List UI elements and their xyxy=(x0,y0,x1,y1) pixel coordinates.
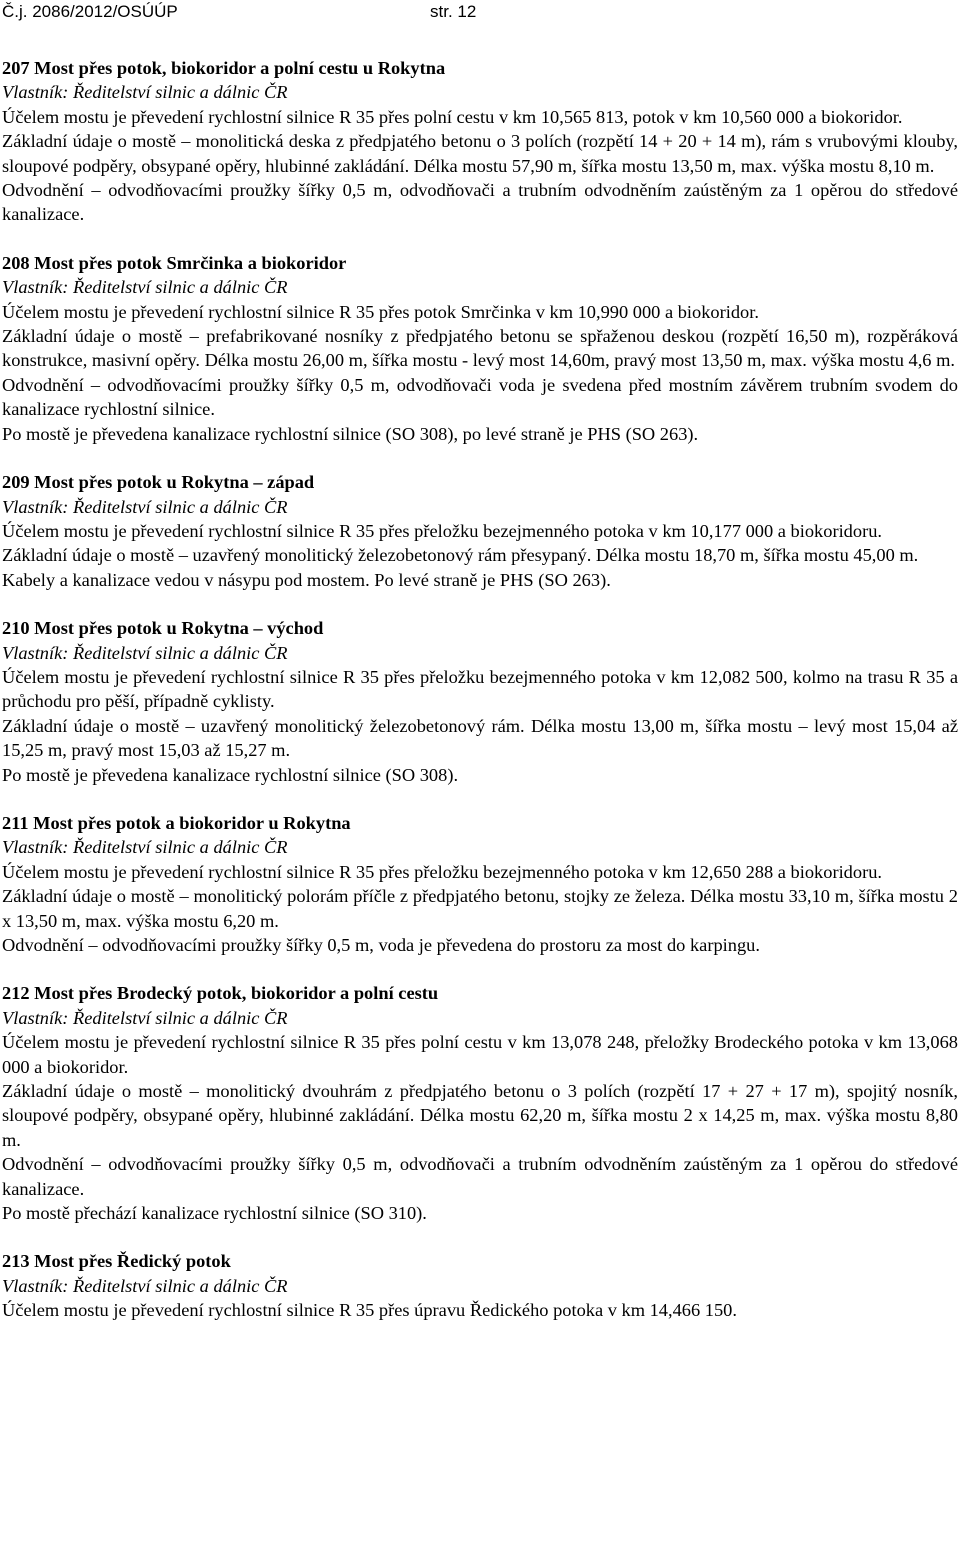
section-paragraph: Po mostě je převedena kanalizace rychlostní silnice (SO 308), po levé straně je PHS (SO 263). xyxy=(2,423,699,444)
section-paragraph: Základní údaje o mostě – monolitická deska z předpjatého betonu o 3 polích (rozpětí 14 + 20 + 14 m), rám s vrubovými klouby, sloupové podpěry, obsypané opěry, hlubinné zakládání. Délka mostu 57,90 m, šířka mostu 13,50 m, max. výška mostu 8,10 m. xyxy=(2,131,958,176)
section-title: 212 Most přes Brodecký potok, biokoridor a polní cestu xyxy=(2,983,439,1004)
bridge-section xyxy=(2,616,958,787)
section-paragraph: Po mostě je převedena kanalizace rychlostní silnice (SO 308). xyxy=(2,764,459,785)
section-title: 210 Most přes potok u Rokytna – východ xyxy=(2,618,324,639)
section-paragraph: Účelem mostu je převedení rychlostní silnice R 35 přes přeložku bezejmenného potoka v km 10,177 000 a biokoridoru. xyxy=(2,520,882,541)
bridge-section xyxy=(2,811,958,957)
document-reference: Č.j. 2086/2012/OSÚÚP xyxy=(2,2,178,21)
section-paragraph: Základní údaje o mostě – monolitický polorám příčle z předpjatého betonu, stojky ze železa. Délka mostu 33,10 m, šířka mostu 2 x 13,50 m, max. výška mostu 6,20 m. xyxy=(2,886,958,931)
section-paragraph: Účelem mostu je převedení rychlostní silnice R 35 přes polní cestu v km 10,565 813, potok v km 10,560 000 a biokoridor. xyxy=(2,106,903,127)
owner-line: Vlastník: Ředitelství silnic a dálnic ČR xyxy=(2,1007,288,1028)
section-title: 209 Most přes potok u Rokytna – západ xyxy=(2,472,315,493)
owner-line: Vlastník: Ředitelství silnic a dálnic ČR xyxy=(2,82,288,103)
section-title: 207 Most přes potok, biokoridor a polní cestu u Rokytna xyxy=(2,58,446,78)
bridge-section xyxy=(2,470,958,592)
section-paragraph: Základní údaje o mostě – prefabrikované nosníky z předpjatého betonu se spřaženou deskou (rozpětí 16,50 m), rozpěráková konstrukce, masivní opěry. Délka mostu 26,00 m, šířka mostu - levý most 14,60m, pravý most 13,50 m, max. výška mostu 4,6 m. xyxy=(2,326,958,371)
section-paragraph: Základní údaje o mostě – uzavřený monolitický železobetonový rám přesypaný. Délka mostu 18,70 m, šířka mostu 45,00 m. xyxy=(2,545,919,566)
section-paragraph: Odvodnění – odvodňovacími proužky šířky 0,5 m, odvodňovači voda je svedena před mostním závěrem trubním svodem do kanalizace rychlostní silnice. xyxy=(2,374,958,420)
owner-line: Vlastník: Ředitelství silnic a dálnic ČR xyxy=(2,496,288,517)
section-paragraph: Odvodnění – odvodňovacími proužky šířky 0,5 m, odvodňovači a trubním odvodněním zaústěným za 1 opěrou do středové kanalizace. xyxy=(2,180,958,225)
document-body xyxy=(2,56,958,1323)
bridge-section xyxy=(2,1249,958,1322)
section-title: 208 Most přes potok Smrčinka a biokoridor xyxy=(2,252,347,273)
bridge-section xyxy=(2,251,958,446)
section-paragraph: Základní údaje o mostě – uzavřený monolitický železobetonový rám. Délka mostu 13,00 m, šířka mostu – levý most 15,04 až 15,25 m, pravý most 15,03 až 15,27 m. xyxy=(2,715,958,761)
section-title: 211 Most přes potok a biokoridor u Rokytna xyxy=(2,812,351,833)
section-title: 213 Most přes Ředický potok xyxy=(2,1251,231,1272)
section-paragraph: Základní údaje o mostě – monolitický dvouhrám z předpjatého betonu o 3 polích (rozpětí 17 + 27 + 17 m), spojitý nosník, sloupové podpěry, obsypané opěry, hlubinné zakládání. Délka mostu 62,20 m, šířka mostu 2 x 14,25 m, max. výška mostu 8,80 m. xyxy=(2,1081,958,1150)
bridge-section xyxy=(2,981,958,1225)
section-paragraph: Účelem mostu je převedení rychlostní silnice R 35 přes potok Smrčinka v km 10,990 000 a biokoridor. xyxy=(2,301,759,322)
owner-line: Vlastník: Ředitelství silnic a dálnic ČR xyxy=(2,277,288,298)
page-number: str. 12 xyxy=(430,2,477,21)
section-paragraph: Po mostě přechází kanalizace rychlostní silnice (SO 310). xyxy=(2,1203,427,1224)
bridge-section xyxy=(2,56,958,227)
section-paragraph: Kabely a kanalizace vedou v násypu pod mostem. Po levé straně je PHS (SO 263). xyxy=(2,569,611,590)
owner-line: Vlastník: Ředitelství silnic a dálnic ČR xyxy=(2,642,288,663)
section-paragraph: Odvodnění – odvodňovacími proužky šířky 0,5 m, odvodňovači a trubním odvodněním zaústěným za 1 opěrou do středové kanalizace. xyxy=(2,1154,958,1199)
section-paragraph: Účelem mostu je převedení rychlostní silnice R 35 přes přeložku bezejmenného potoka v km 12,082 500, kolmo na trasu R 35 a průchodu pro pěší, případně cyklisty. xyxy=(2,666,958,712)
owner-line: Vlastník: Ředitelství silnic a dálnic ČR xyxy=(2,1275,288,1296)
section-paragraph: Odvodnění – odvodňovacími proužky šířky 0,5 m, voda je převedena do prostoru za most do karpingu. xyxy=(2,935,760,955)
section-paragraph: Účelem mostu je převedení rychlostní silnice R 35 přes polní cestu v km 13,078 248, přeložky Brodeckého potoka v km 13,068 000 a biokoridor. xyxy=(2,1032,958,1077)
owner-line: Vlastník: Ředitelství silnic a dálnic ČR xyxy=(2,837,288,858)
section-paragraph: Účelem mostu je převedení rychlostní silnice R 35 přes přeložku bezejmenného potoka v km 12,650 288 a biokoridoru. xyxy=(2,861,882,882)
section-paragraph: Účelem mostu je převedení rychlostní silnice R 35 přes úpravu Ředického potoka v km 14,466 150. xyxy=(2,1300,737,1321)
